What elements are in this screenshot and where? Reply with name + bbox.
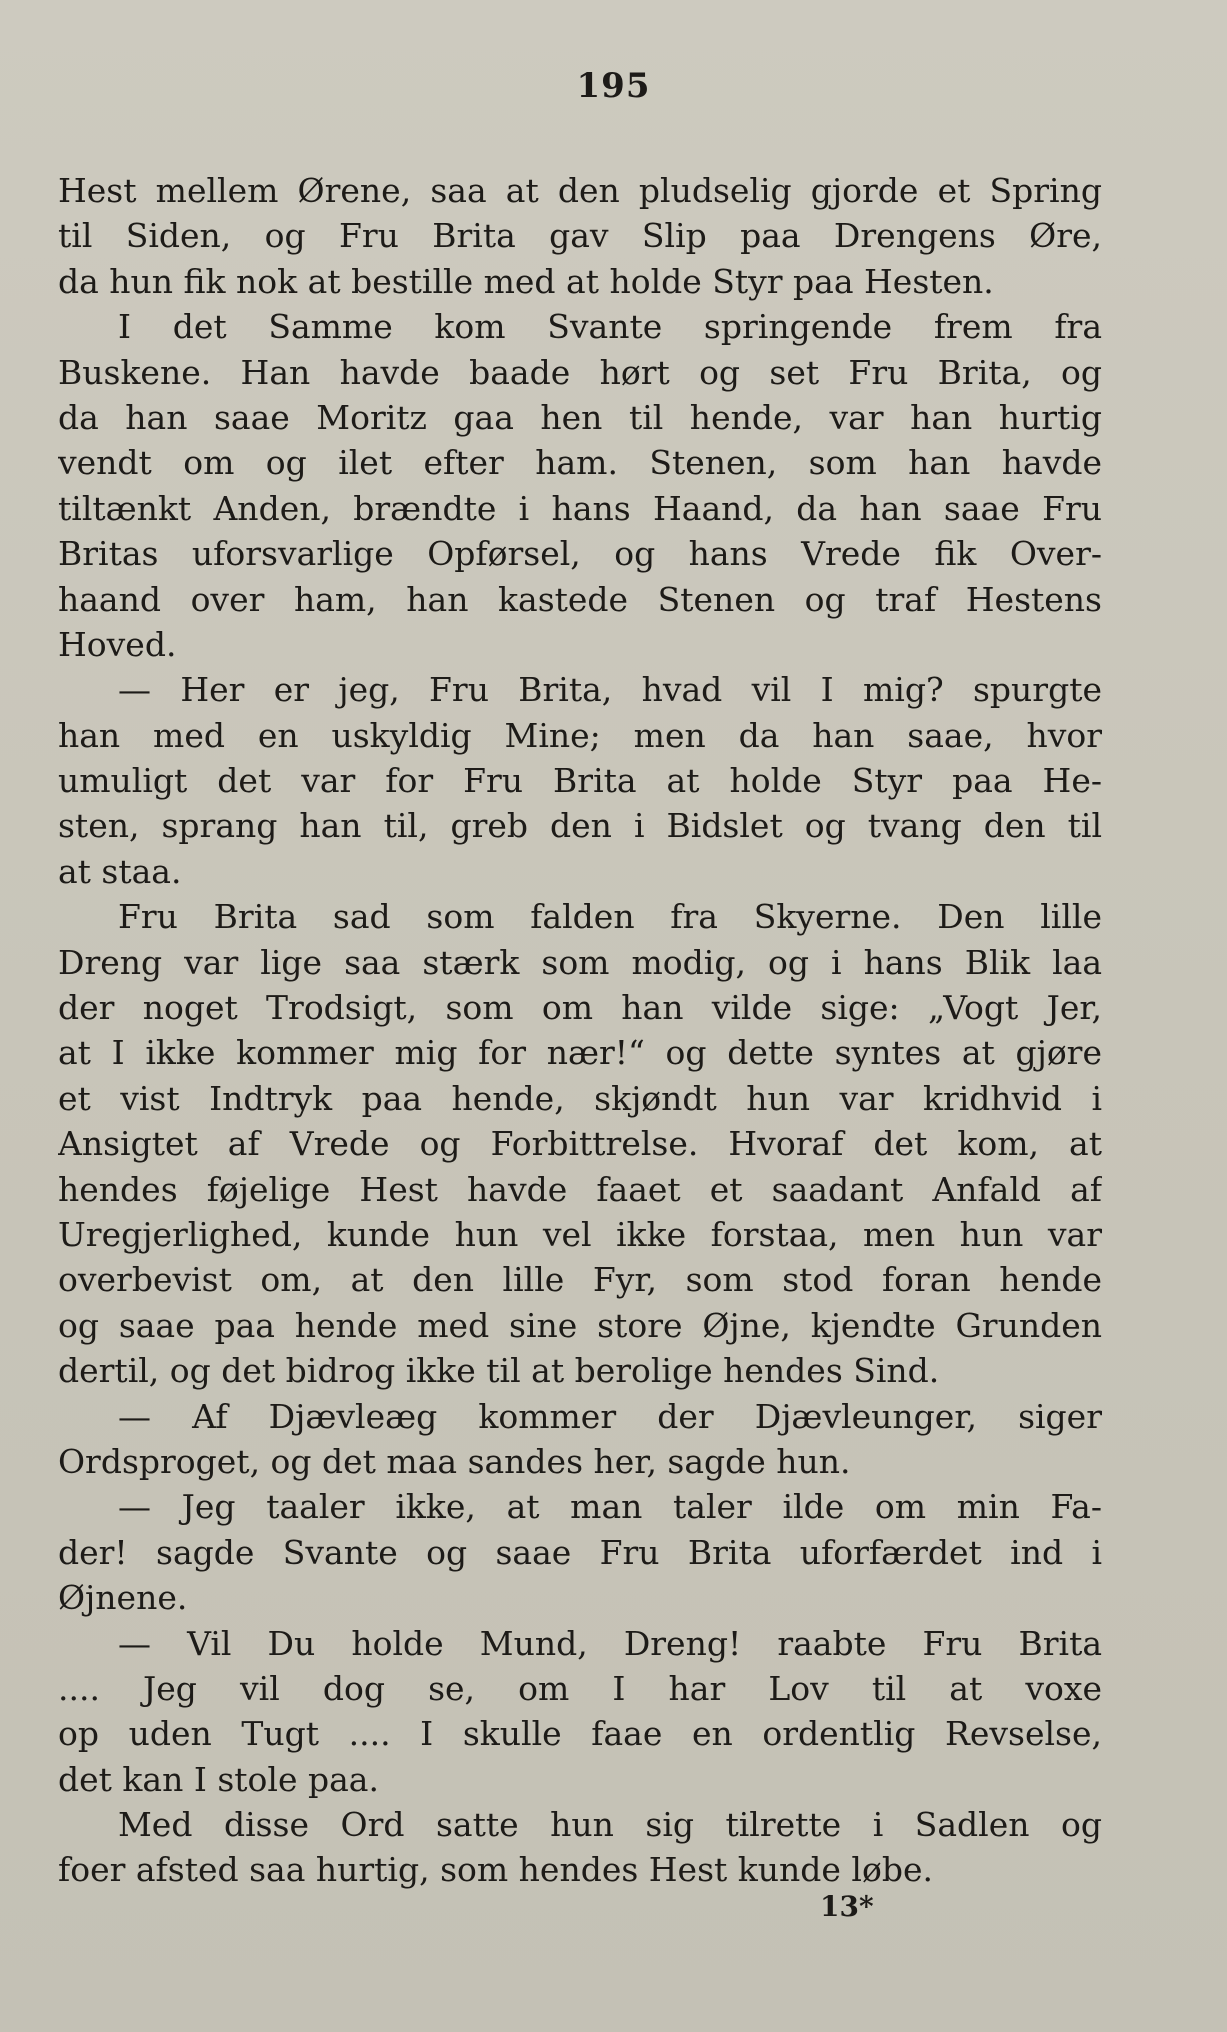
body-text [58, 168, 1102, 1893]
text-line: umuligt det var for Fru Brita at holde Styr paa He- [58, 761, 1102, 801]
text-line: Øjnene. [58, 1578, 188, 1618]
text-line: Ansigtet af Vrede og Forbittrelse. Hvoraf det kom, at [58, 1124, 1102, 1164]
text-line: haand over ham, han kastede Stenen og traf Hestens [58, 579, 1102, 619]
text-line: I det Samme kom Svante springende frem fra [118, 307, 1102, 347]
text-line: op uden Tugt .... I skulle faae en ordentlig Revselse, [58, 1714, 1102, 1754]
text-line: der noget Trodsigt, som om han vilde sige: „Vogt Jer, [58, 988, 1102, 1028]
text-line: da hun fik nok at bestille med at holde Styr paa Hesten. [58, 261, 994, 301]
text-line: foer afsted saa hurtig, som hendes Hest kunde løbe. [58, 1850, 933, 1890]
text-line: Hoved. [58, 624, 177, 664]
text-line: Britas uforsvarlige Opførsel, og hans Vrede fik Over- [58, 534, 1102, 574]
text-line: Uregjerlighed, kunde hun vel ikke forstaa, men hun var [58, 1214, 1102, 1254]
page-number: 195 [576, 66, 651, 106]
text-line: Med disse Ord satte hun sig tilrette i Sadlen og [118, 1805, 1102, 1845]
printer-signature: 13* [820, 1890, 874, 1923]
text-line: Hest mellem Ørene, saa at den pludselig gjorde et Spring [58, 171, 1102, 210]
text-line: der! sagde Svante og saae Fru Brita uforfærdet ind i [58, 1532, 1102, 1572]
text-line: Fru Brita sad som falden fra Skyerne. Den lille [118, 897, 1102, 937]
text-line: — Af Djævleæg kommer der Djævleunger, siger [118, 1396, 1102, 1436]
text-line: Dreng var lige saa stærk som modig, og i hans Blik laa [58, 942, 1102, 982]
text-line: at staa. [58, 851, 182, 891]
text-line: Buskene. Han havde baade hørt og set Fru Brita, og [58, 352, 1102, 392]
text-line: og saae paa hende med sine store Øjne, kjendte Grunden [58, 1305, 1102, 1345]
text-line: overbevist om, at den lille Fyr, som stod foran hende [58, 1260, 1102, 1300]
text-line: at I ikke kommer mig for nær!“ og dette syntes at gjøre [58, 1033, 1102, 1073]
text-line: sten, sprang han til, greb den i Bidslet og tvang den til [58, 806, 1102, 846]
text-line: — Jeg taaler ikke, at man taler ilde om min Fa- [118, 1487, 1102, 1527]
text-line: — Vil Du holde Mund, Dreng! raabte Fru Brita [118, 1623, 1102, 1663]
text-line: — Her er jeg, Fru Brita, hvad vil I mig? spurgte [118, 670, 1102, 710]
text-line: hendes føjelige Hest havde faaet et saadant Anfald af [58, 1169, 1102, 1209]
text-line: tiltænkt Anden, brændte i hans Haand, da han saae Fru [58, 488, 1102, 528]
text-line: Ordsproget, og det maa sandes her, sagde hun. [58, 1441, 851, 1481]
text-line: dertil, og det bidrog ikke til at berolige hendes Sind. [58, 1351, 940, 1391]
text-line: .... Jeg vil dog se, om I har Lov til at voxe [58, 1668, 1102, 1708]
text-line: det kan I stole paa. [58, 1759, 379, 1799]
text-line: han med en uskyldig Mine; men da han saae, hvor [58, 715, 1102, 755]
text-line: vendt om og ilet efter ham. Stenen, som han havde [58, 443, 1102, 483]
text-line: et vist Indtryk paa hende, skjøndt hun var kridhvid i [58, 1078, 1102, 1118]
text-line: da han saae Moritz gaa hen til hende, var han hurtig [58, 397, 1102, 437]
text-line: til Siden, og Fru Brita gav Slip paa Drengens Øre, [58, 216, 1102, 256]
